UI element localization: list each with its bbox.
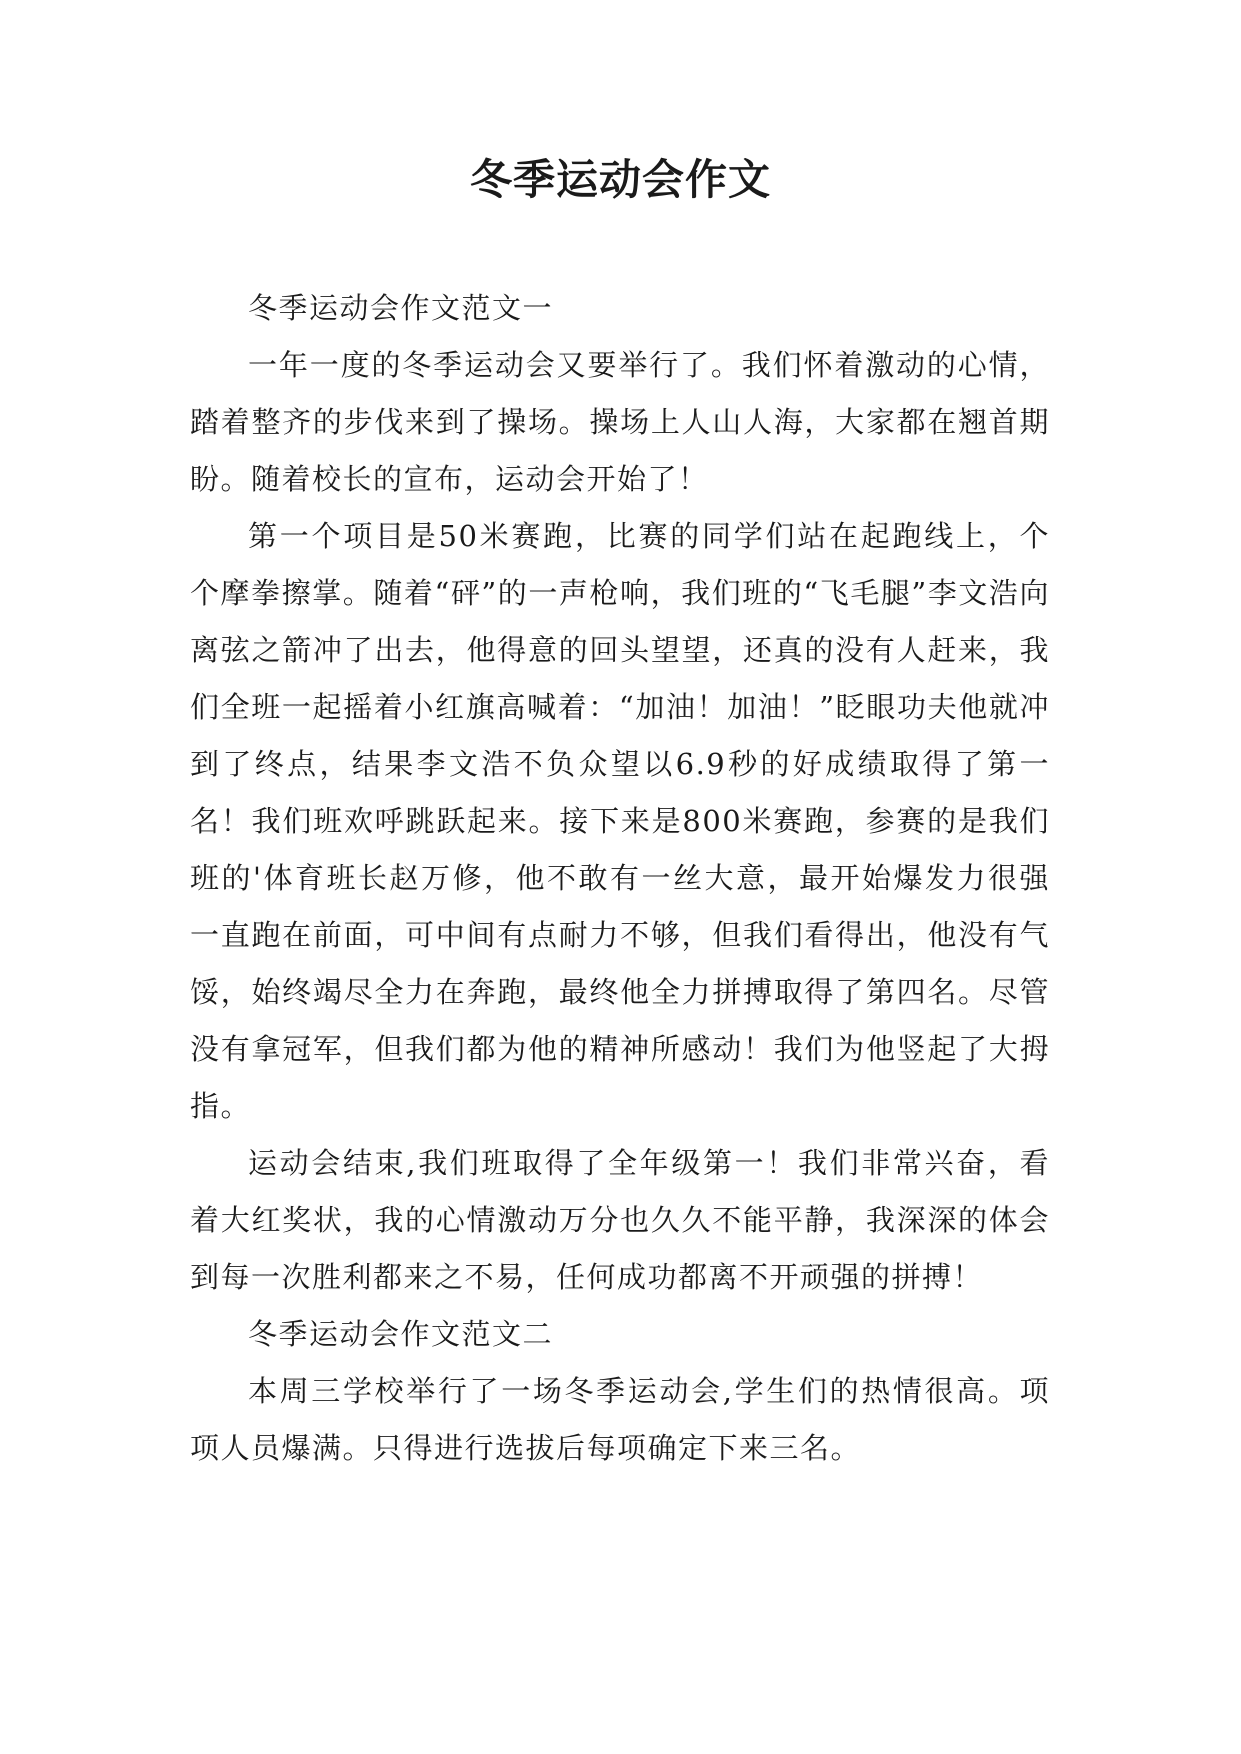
paragraph: 一年一度的冬季运动会又要举行了。我们怀着激动的心情，踏着整齐的步伐来到了操场。操场上人山人海，大家都在翘首期盼。随着校长的宣布，运动会开始了！	[190, 348, 1050, 496]
paragraph: 运动会结束,我们班取得了全年级第一！我们非常兴奋，看着大红奖状，我的心情激动万分也久久不能平静，我深深的体会到每一次胜利都来之不易，任何成功都离不开顽强的拼搏！	[190, 1146, 1050, 1294]
section-heading-1: 冬季运动会作文范文一	[248, 291, 554, 325]
document-body	[190, 280, 1050, 1477]
document-title: 冬季运动会作文	[469, 155, 771, 204]
section-heading-2: 冬季运动会作文范文二	[248, 1317, 554, 1351]
paragraph: 第一个项目是50米赛跑，比赛的同学们站在起跑线上，个个摩拳擦掌。随着“砰”的一声枪响，我们班的“飞毛腿”李文浩向离弦之箭冲了出去，他得意的回头望望，还真的没有人赶来，我们全班一起摇着小红旗高喊着：“加油！加油！”眨眼功夫他就冲到了终点，结果李文浩不负众望以6.9秒的好成绩取得了第一名！我们班欢呼跳跃起来。接下来是800米赛跑，参赛的是我们班的'体育班长赵万修，他不敢有一丝大意，最开始爆发力很强一直跑在前面，可中间有点耐力不够，但我们看得出，他没有气馁，始终竭尽全力在奔跑，最终他全力拼搏取得了第四名。尽管没有拿冠军，但我们都为他的精神所感动！我们为他竖起了大拇指。	[190, 519, 1050, 1123]
paragraph: 本周三学校举行了一场冬季运动会,学生们的热情很高。项项人员爆满。只得进行选拔后每项确定下来三名。	[190, 1374, 1050, 1465]
